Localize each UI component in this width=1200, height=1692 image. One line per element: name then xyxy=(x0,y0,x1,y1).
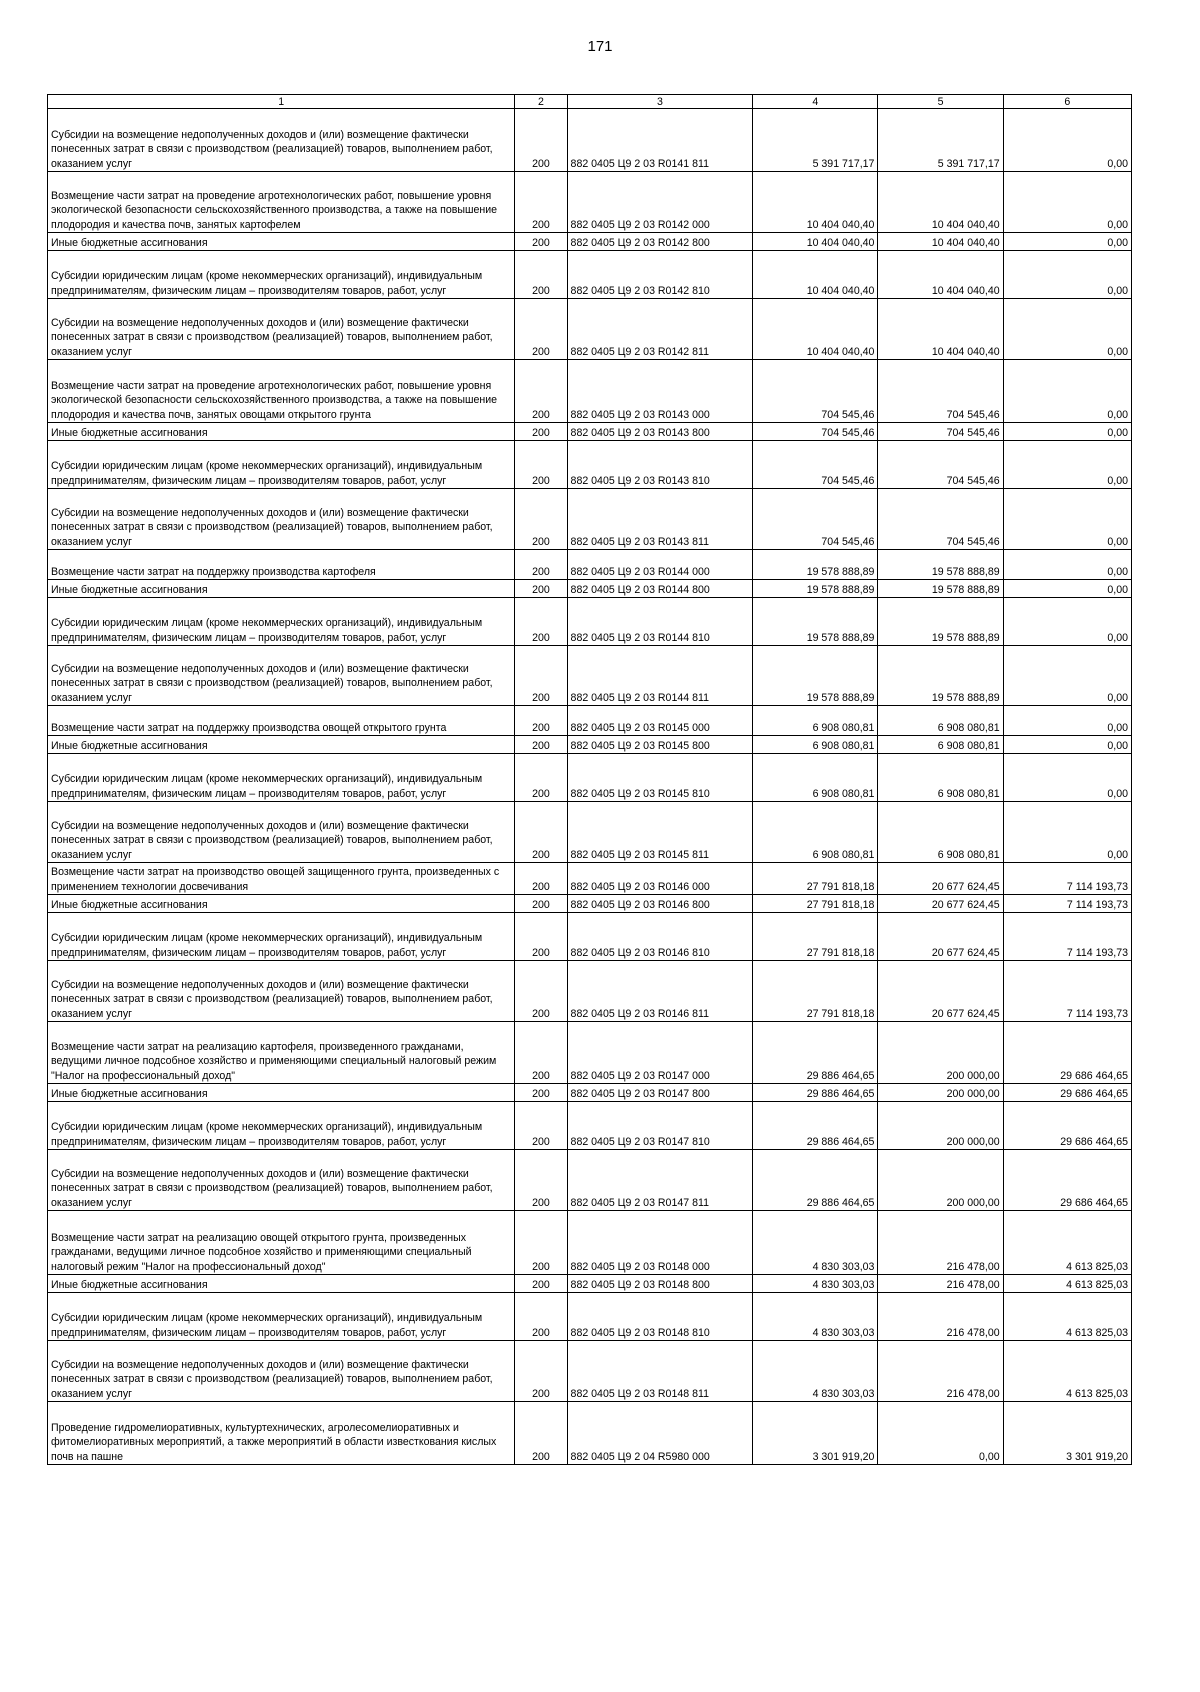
row-code: 200 xyxy=(515,251,567,299)
row-kbk: 882 0405 Ц9 2 03 R0144 800 xyxy=(567,580,753,598)
row-value-executed: 216 478,00 xyxy=(878,1211,1003,1275)
row-value-remainder: 0,00 xyxy=(1003,550,1131,580)
row-value-executed: 10 404 040,40 xyxy=(878,251,1003,299)
table-row xyxy=(48,299,1132,360)
row-code: 200 xyxy=(515,1293,567,1341)
row-value-remainder: 0,00 xyxy=(1003,580,1131,598)
row-code: 200 xyxy=(515,913,567,961)
row-value-total: 4 830 303,03 xyxy=(753,1211,878,1275)
row-value-total: 19 578 888,89 xyxy=(753,580,878,598)
row-value-total: 27 791 818,18 xyxy=(753,961,878,1022)
row-name: Субсидии юридическим лицам (кроме некоммерческих организаций), индивидуальным предпринимателям, физическим лицам – производителям товаров, работ, услуг xyxy=(48,1102,515,1150)
row-value-total: 29 886 464,65 xyxy=(753,1084,878,1102)
row-value-remainder: 4 613 825,03 xyxy=(1003,1275,1131,1293)
row-name: Иные бюджетные ассигнования xyxy=(48,423,515,441)
row-name: Субсидии на возмещение недополученных доходов и (или) возмещение фактически понесенных затрат в связи с производством (реализацией) товаров, выполнением работ, оказанием услуг xyxy=(48,109,515,172)
table-row xyxy=(48,1341,1132,1402)
row-value-executed: 0,00 xyxy=(878,1402,1003,1465)
row-value-executed: 20 677 624,45 xyxy=(878,961,1003,1022)
row-value-remainder: 29 686 464,65 xyxy=(1003,1150,1131,1211)
row-code: 200 xyxy=(515,598,567,646)
row-value-total: 704 545,46 xyxy=(753,441,878,489)
row-name: Возмещение части затрат на проведение агротехнологических работ, повышение уровня экологической безопасности сельскохозяйственного производства, а также на повышение плодородия и качества почв, занятых овощами открытого грунта xyxy=(48,360,515,423)
row-value-remainder: 3 301 919,20 xyxy=(1003,1402,1131,1465)
row-value-remainder: 0,00 xyxy=(1003,736,1131,754)
row-value-executed: 200 000,00 xyxy=(878,1084,1003,1102)
row-kbk: 882 0405 Ц9 2 03 R0145 000 xyxy=(567,706,753,736)
row-name: Возмещение части затрат на поддержку производства овощей открытого грунта xyxy=(48,706,515,736)
row-value-executed: 5 391 717,17 xyxy=(878,109,1003,172)
table-row xyxy=(48,598,1132,646)
row-kbk: 882 0405 Ц9 2 03 R0148 000 xyxy=(567,1211,753,1275)
row-value-executed: 6 908 080,81 xyxy=(878,706,1003,736)
row-kbk: 882 0405 Ц9 2 03 R0148 811 xyxy=(567,1341,753,1402)
table-row xyxy=(48,802,1132,863)
row-kbk: 882 0405 Ц9 2 03 R0144 810 xyxy=(567,598,753,646)
row-name: Субсидии на возмещение недополученных доходов и (или) возмещение фактически понесенных затрат в связи с производством (реализацией) товаров, выполнением работ, оказанием услуг xyxy=(48,802,515,863)
row-code: 200 xyxy=(515,802,567,863)
row-code: 200 xyxy=(515,1402,567,1465)
column-header: 3 xyxy=(567,95,753,109)
column-header: 5 xyxy=(878,95,1003,109)
row-value-total: 10 404 040,40 xyxy=(753,172,878,233)
row-value-total: 19 578 888,89 xyxy=(753,646,878,706)
row-code: 200 xyxy=(515,1275,567,1293)
row-name: Иные бюджетные ассигнования xyxy=(48,736,515,754)
table-row xyxy=(48,1150,1132,1211)
row-value-total: 10 404 040,40 xyxy=(753,299,878,360)
row-name: Субсидии на возмещение недополученных доходов и (или) возмещение фактически понесенных затрат в связи с производством (реализацией) товаров, выполнением работ, оказанием услуг xyxy=(48,489,515,550)
row-value-total: 29 886 464,65 xyxy=(753,1022,878,1084)
row-value-executed: 19 578 888,89 xyxy=(878,598,1003,646)
table-row xyxy=(48,1293,1132,1341)
row-value-total: 10 404 040,40 xyxy=(753,233,878,251)
row-kbk: 882 0405 Ц9 2 03 R0145 810 xyxy=(567,754,753,802)
row-code: 200 xyxy=(515,489,567,550)
header-row xyxy=(48,95,1132,109)
column-header: 1 xyxy=(48,95,515,109)
row-value-remainder: 29 686 464,65 xyxy=(1003,1102,1131,1150)
row-name: Субсидии юридическим лицам (кроме некоммерческих организаций), индивидуальным предпринимателям, физическим лицам – производителям товаров, работ, услуг xyxy=(48,1293,515,1341)
row-code: 200 xyxy=(515,580,567,598)
row-name: Субсидии на возмещение недополученных доходов и (или) возмещение фактически понесенных затрат в связи с производством (реализацией) товаров, выполнением работ, оказанием услуг xyxy=(48,299,515,360)
table-row xyxy=(48,423,1132,441)
table-row xyxy=(48,1022,1132,1084)
row-name: Субсидии на возмещение недополученных доходов и (или) возмещение фактически понесенных затрат в связи с производством (реализацией) товаров, выполнением работ, оказанием услуг xyxy=(48,1150,515,1211)
row-value-executed: 200 000,00 xyxy=(878,1022,1003,1084)
row-kbk: 882 0405 Ц9 2 03 R0143 810 xyxy=(567,441,753,489)
row-value-executed: 704 545,46 xyxy=(878,489,1003,550)
row-value-remainder: 7 114 193,73 xyxy=(1003,961,1131,1022)
row-code: 200 xyxy=(515,961,567,1022)
row-value-total: 704 545,46 xyxy=(753,489,878,550)
table-row xyxy=(48,961,1132,1022)
row-code: 200 xyxy=(515,1150,567,1211)
row-code: 200 xyxy=(515,1084,567,1102)
row-value-executed: 216 478,00 xyxy=(878,1275,1003,1293)
row-name: Субсидии юридическим лицам (кроме некоммерческих организаций), индивидуальным предпринимателям, физическим лицам – производителям товаров, работ, услуг xyxy=(48,598,515,646)
row-value-executed: 10 404 040,40 xyxy=(878,299,1003,360)
table-row xyxy=(48,1275,1132,1293)
row-value-total: 6 908 080,81 xyxy=(753,754,878,802)
row-value-remainder: 0,00 xyxy=(1003,251,1131,299)
row-value-total: 4 830 303,03 xyxy=(753,1341,878,1402)
row-name: Иные бюджетные ассигнования xyxy=(48,1275,515,1293)
row-value-total: 5 391 717,17 xyxy=(753,109,878,172)
row-value-remainder: 29 686 464,65 xyxy=(1003,1022,1131,1084)
row-code: 200 xyxy=(515,233,567,251)
table-row xyxy=(48,489,1132,550)
row-kbk: 882 0405 Ц9 2 03 R0148 810 xyxy=(567,1293,753,1341)
row-value-remainder: 4 613 825,03 xyxy=(1003,1293,1131,1341)
row-value-executed: 19 578 888,89 xyxy=(878,580,1003,598)
row-value-executed: 19 578 888,89 xyxy=(878,550,1003,580)
row-value-total: 10 404 040,40 xyxy=(753,251,878,299)
row-name: Субсидии на возмещение недополученных доходов и (или) возмещение фактически понесенных затрат в связи с производством (реализацией) товаров, выполнением работ, оказанием услуг xyxy=(48,961,515,1022)
row-kbk: 882 0405 Ц9 2 03 R0147 810 xyxy=(567,1102,753,1150)
row-name: Субсидии на возмещение недополученных доходов и (или) возмещение фактически понесенных затрат в связи с производством (реализацией) товаров, выполнением работ, оказанием услуг xyxy=(48,646,515,706)
row-value-remainder: 0,00 xyxy=(1003,360,1131,423)
row-kbk: 882 0405 Ц9 2 03 R0142 810 xyxy=(567,251,753,299)
table-row xyxy=(48,360,1132,423)
row-kbk: 882 0405 Ц9 2 03 R0145 800 xyxy=(567,736,753,754)
row-name: Иные бюджетные ассигнования xyxy=(48,580,515,598)
row-value-executed: 6 908 080,81 xyxy=(878,736,1003,754)
row-code: 200 xyxy=(515,863,567,895)
table-row xyxy=(48,109,1132,172)
row-code: 200 xyxy=(515,1102,567,1150)
row-value-remainder: 0,00 xyxy=(1003,299,1131,360)
row-name: Возмещение части затрат на реализацию овощей открытого грунта, произведенных гражданами, ведущими личное подсобное хозяйство и применяющими специальный налоговый режим "Налог на профессиональный доход" xyxy=(48,1211,515,1275)
row-code: 200 xyxy=(515,895,567,913)
row-value-total: 29 886 464,65 xyxy=(753,1102,878,1150)
row-value-remainder: 0,00 xyxy=(1003,172,1131,233)
row-kbk: 882 0405 Ц9 2 03 R0143 000 xyxy=(567,360,753,423)
row-kbk: 882 0405 Ц9 2 03 R0144 000 xyxy=(567,550,753,580)
row-value-remainder: 0,00 xyxy=(1003,598,1131,646)
table-row xyxy=(48,646,1132,706)
row-code: 200 xyxy=(515,360,567,423)
row-code: 200 xyxy=(515,299,567,360)
row-value-total: 704 545,46 xyxy=(753,360,878,423)
row-code: 200 xyxy=(515,1211,567,1275)
row-kbk: 882 0405 Ц9 2 03 R0145 811 xyxy=(567,802,753,863)
row-value-remainder: 29 686 464,65 xyxy=(1003,1084,1131,1102)
row-value-total: 19 578 888,89 xyxy=(753,598,878,646)
row-value-total: 3 301 919,20 xyxy=(753,1402,878,1465)
row-code: 200 xyxy=(515,1022,567,1084)
row-value-total: 27 791 818,18 xyxy=(753,913,878,961)
row-value-remainder: 0,00 xyxy=(1003,706,1131,736)
row-value-total: 4 830 303,03 xyxy=(753,1275,878,1293)
row-value-remainder: 4 613 825,03 xyxy=(1003,1211,1131,1275)
row-name: Иные бюджетные ассигнования xyxy=(48,1084,515,1102)
table-row xyxy=(48,1402,1132,1465)
row-value-remainder: 0,00 xyxy=(1003,802,1131,863)
row-code: 200 xyxy=(515,646,567,706)
row-value-executed: 20 677 624,45 xyxy=(878,913,1003,961)
row-value-remainder: 0,00 xyxy=(1003,423,1131,441)
row-value-remainder: 0,00 xyxy=(1003,233,1131,251)
row-value-executed: 10 404 040,40 xyxy=(878,233,1003,251)
row-code: 200 xyxy=(515,441,567,489)
table-row xyxy=(48,1102,1132,1150)
row-kbk: 882 0405 Ц9 2 03 R0142 000 xyxy=(567,172,753,233)
row-kbk: 882 0405 Ц9 2 03 R0147 811 xyxy=(567,1150,753,1211)
row-name: Субсидии юридическим лицам (кроме некоммерческих организаций), индивидуальным предпринимателям, физическим лицам – производителям товаров, работ, услуг xyxy=(48,441,515,489)
table-row xyxy=(48,1084,1132,1102)
row-value-total: 27 791 818,18 xyxy=(753,863,878,895)
row-value-total: 19 578 888,89 xyxy=(753,550,878,580)
row-value-executed: 20 677 624,45 xyxy=(878,863,1003,895)
row-name: Возмещение части затрат на проведение агротехнологических работ, повышение уровня экологической безопасности сельскохозяйственного производства, а также на повышение плодородия и качества почв, занятых картофелем xyxy=(48,172,515,233)
row-kbk: 882 0405 Ц9 2 03 R0141 811 xyxy=(567,109,753,172)
table-row xyxy=(48,754,1132,802)
row-value-remainder: 0,00 xyxy=(1003,646,1131,706)
row-kbk: 882 0405 Ц9 2 04 R5980 000 xyxy=(567,1402,753,1465)
table-row xyxy=(48,580,1132,598)
row-value-total: 6 908 080,81 xyxy=(753,706,878,736)
row-value-executed: 200 000,00 xyxy=(878,1102,1003,1150)
row-kbk: 882 0405 Ц9 2 03 R0143 811 xyxy=(567,489,753,550)
row-value-remainder: 4 613 825,03 xyxy=(1003,1341,1131,1402)
row-value-executed: 704 545,46 xyxy=(878,441,1003,489)
row-name: Возмещение части затрат на поддержку производства картофеля xyxy=(48,550,515,580)
row-name: Субсидии юридическим лицам (кроме некоммерческих организаций), индивидуальным предпринимателям, физическим лицам – производителям товаров, работ, услуг xyxy=(48,913,515,961)
row-kbk: 882 0405 Ц9 2 03 R0146 800 xyxy=(567,895,753,913)
row-value-remainder: 0,00 xyxy=(1003,109,1131,172)
table-row xyxy=(48,172,1132,233)
table-row xyxy=(48,863,1132,895)
row-value-remainder: 0,00 xyxy=(1003,441,1131,489)
table-row xyxy=(48,736,1132,754)
row-value-remainder: 7 114 193,73 xyxy=(1003,895,1131,913)
row-value-total: 6 908 080,81 xyxy=(753,802,878,863)
row-kbk: 882 0405 Ц9 2 03 R0142 811 xyxy=(567,299,753,360)
row-kbk: 882 0405 Ц9 2 03 R0143 800 xyxy=(567,423,753,441)
table-row xyxy=(48,233,1132,251)
row-name: Иные бюджетные ассигнования xyxy=(48,895,515,913)
row-code: 200 xyxy=(515,423,567,441)
row-value-executed: 10 404 040,40 xyxy=(878,172,1003,233)
row-value-executed: 19 578 888,89 xyxy=(878,646,1003,706)
table-row xyxy=(48,441,1132,489)
row-name: Субсидии юридическим лицам (кроме некоммерческих организаций), индивидуальным предпринимателям, физическим лицам – производителям товаров, работ, услуг xyxy=(48,754,515,802)
table-row xyxy=(48,706,1132,736)
row-value-remainder: 0,00 xyxy=(1003,754,1131,802)
row-value-total: 704 545,46 xyxy=(753,423,878,441)
row-value-remainder: 7 114 193,73 xyxy=(1003,863,1131,895)
row-code: 200 xyxy=(515,706,567,736)
page-number: 171 xyxy=(587,38,613,55)
row-value-executed: 704 545,46 xyxy=(878,423,1003,441)
row-kbk: 882 0405 Ц9 2 03 R0146 000 xyxy=(567,863,753,895)
table-row xyxy=(48,550,1132,580)
row-name: Субсидии на возмещение недополученных доходов и (или) возмещение фактически понесенных затрат в связи с производством (реализацией) товаров, выполнением работ, оказанием услуг xyxy=(48,1341,515,1402)
row-value-total: 4 830 303,03 xyxy=(753,1293,878,1341)
row-kbk: 882 0405 Ц9 2 03 R0147 000 xyxy=(567,1022,753,1084)
column-header: 2 xyxy=(515,95,567,109)
table-row xyxy=(48,895,1132,913)
row-kbk: 882 0405 Ц9 2 03 R0148 800 xyxy=(567,1275,753,1293)
row-value-remainder: 0,00 xyxy=(1003,489,1131,550)
row-code: 200 xyxy=(515,754,567,802)
table-row xyxy=(48,251,1132,299)
row-kbk: 882 0405 Ц9 2 03 R0144 811 xyxy=(567,646,753,706)
row-value-executed: 216 478,00 xyxy=(878,1293,1003,1341)
budget-table xyxy=(47,94,1132,1465)
row-code: 200 xyxy=(515,736,567,754)
row-name: Субсидии юридическим лицам (кроме некоммерческих организаций), индивидуальным предпринимателям, физическим лицам – производителям товаров, работ, услуг xyxy=(48,251,515,299)
column-header: 6 xyxy=(1003,95,1131,109)
table-row xyxy=(48,913,1132,961)
row-value-executed: 200 000,00 xyxy=(878,1150,1003,1211)
column-header: 4 xyxy=(753,95,878,109)
row-code: 200 xyxy=(515,109,567,172)
row-name: Проведение гидромелиоративных, культуртехнических, агролесомелиоративных и фитомелиоративных мероприятий, а также мероприятий в области известкования кислых почв на пашне xyxy=(48,1402,515,1465)
row-value-total: 29 886 464,65 xyxy=(753,1150,878,1211)
row-kbk: 882 0405 Ц9 2 03 R0146 811 xyxy=(567,961,753,1022)
row-value-executed: 704 545,46 xyxy=(878,360,1003,423)
row-value-executed: 216 478,00 xyxy=(878,1341,1003,1402)
row-value-total: 6 908 080,81 xyxy=(753,736,878,754)
row-value-executed: 6 908 080,81 xyxy=(878,754,1003,802)
row-kbk: 882 0405 Ц9 2 03 R0147 800 xyxy=(567,1084,753,1102)
row-value-total: 27 791 818,18 xyxy=(753,895,878,913)
table-body xyxy=(48,109,1132,1465)
row-code: 200 xyxy=(515,1341,567,1402)
row-name: Иные бюджетные ассигнования xyxy=(48,233,515,251)
row-name: Возмещение части затрат на производство овощей защищенного грунта, произведенных с применением технологии досвечивания xyxy=(48,863,515,895)
row-kbk: 882 0405 Ц9 2 03 R0146 810 xyxy=(567,913,753,961)
table-row xyxy=(48,1211,1132,1275)
row-value-executed: 20 677 624,45 xyxy=(878,895,1003,913)
row-code: 200 xyxy=(515,550,567,580)
row-value-remainder: 7 114 193,73 xyxy=(1003,913,1131,961)
row-value-executed: 6 908 080,81 xyxy=(878,802,1003,863)
row-name: Возмещение части затрат на реализацию картофеля, произведенного гражданами, ведущими личное подсобное хозяйство и применяющими специальный налоговый режим "Налог на профессиональный доход" xyxy=(48,1022,515,1084)
row-code: 200 xyxy=(515,172,567,233)
row-kbk: 882 0405 Ц9 2 03 R0142 800 xyxy=(567,233,753,251)
